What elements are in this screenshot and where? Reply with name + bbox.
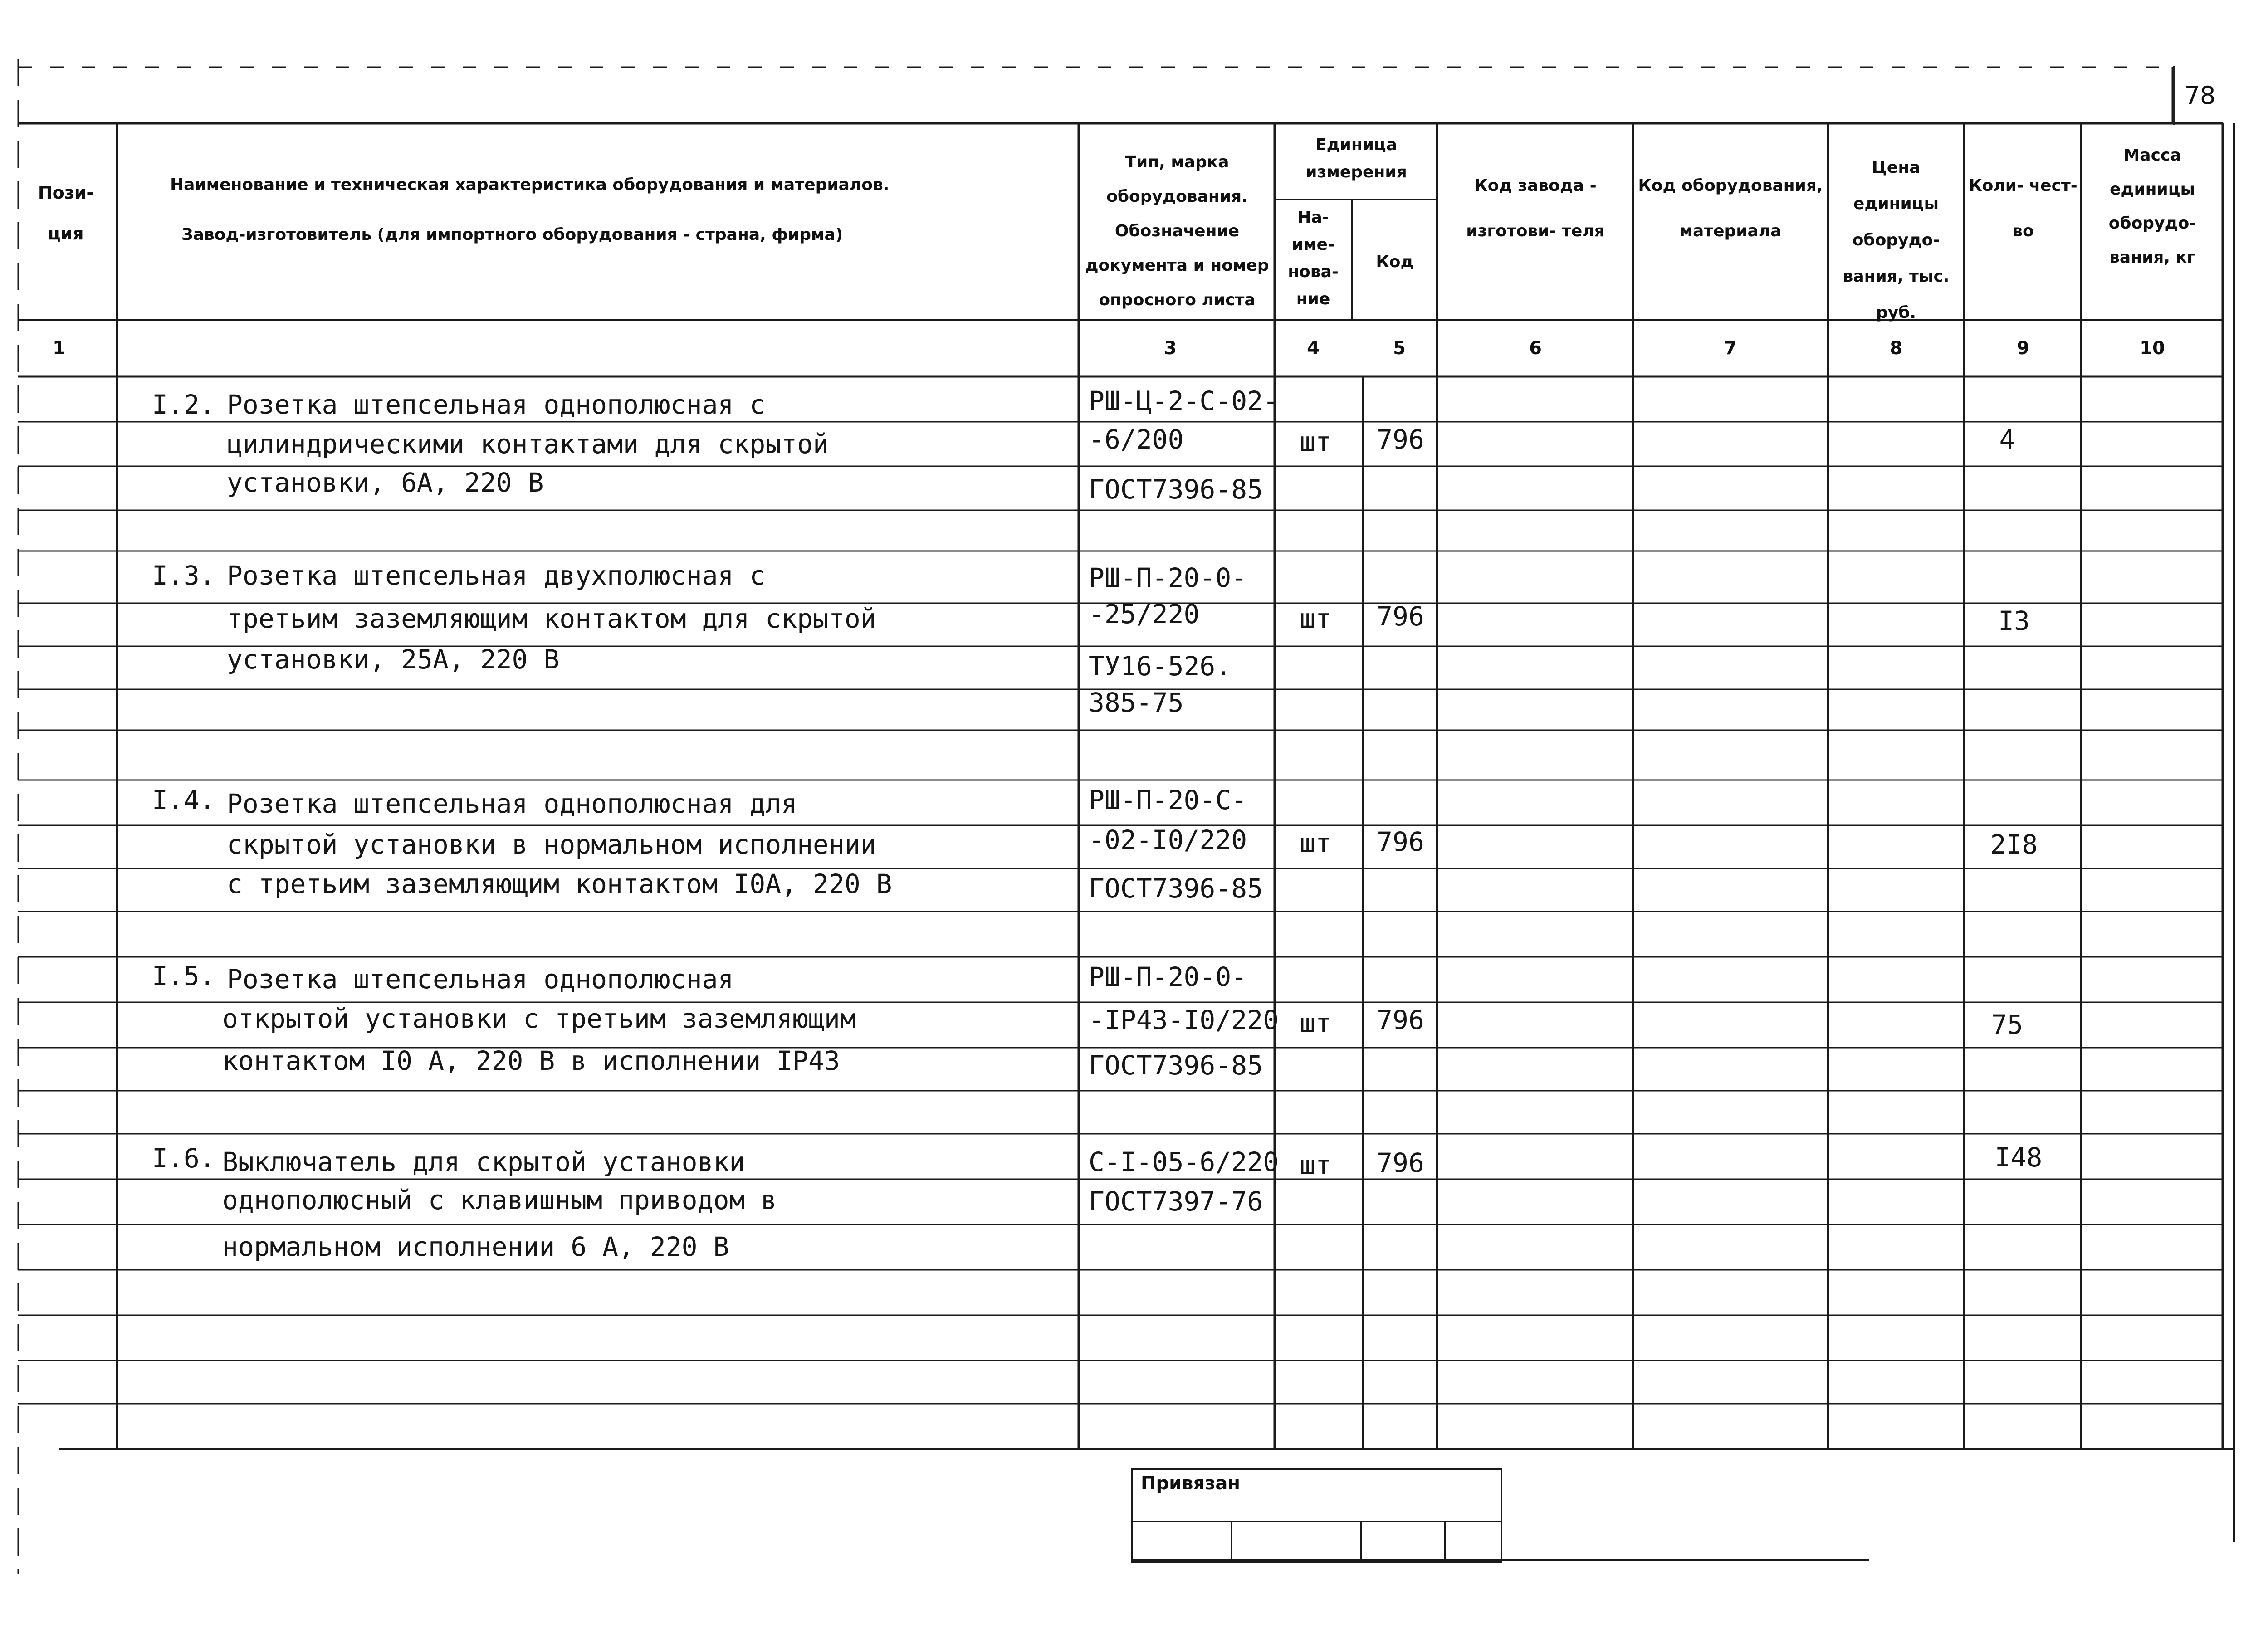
row-3-name-line1: Розетка штепсельная однополюсная для: [227, 788, 797, 819]
colnum-1: 1: [53, 338, 65, 359]
row-4-position: I.5.: [152, 961, 215, 991]
row-3-type-line1: РШ-П-20-С-: [1089, 785, 1247, 815]
row-2-name-line3: установки, 25А, 220 В: [227, 644, 560, 675]
header-type: Тип, марка оборудования. Обозначение документа и номер опросного листа: [1085, 153, 1269, 309]
header-unit-name: На- име- нова- ние: [1288, 208, 1339, 308]
row-3-name-line3: с третьим заземляющим контактом I0А, 220 В: [227, 868, 892, 899]
row-3-unit: шт: [1300, 828, 1331, 858]
row-1-name-line2: цилиндрическими контактами для скрытой: [227, 429, 829, 459]
row-4-unit: шт: [1300, 1008, 1331, 1039]
row-3-quantity: 2I8: [1990, 829, 2038, 860]
header-name-line2: Завод-изготовитель (для импортного оборудования - страна, фирма): [181, 225, 843, 244]
row-5-quantity: I48: [1994, 1142, 2043, 1173]
row-1-type-line3: ГОСТ7396-85: [1089, 474, 1263, 505]
row-1-name-line3: установки, 6А, 220 В: [227, 467, 544, 498]
header-price: Цена единицы оборудо- вания, тыс. руб.: [1843, 158, 1950, 322]
row-3-unit-code: 796: [1377, 826, 1424, 857]
colnum-3: 3: [1164, 338, 1177, 359]
row-5-name-line3: нормальном исполнении 6 А, 220 В: [222, 1231, 729, 1262]
row-2-name-line1: Розетка штепсельная двухполюсная с: [227, 560, 766, 591]
colnum-4: 4: [1307, 338, 1320, 359]
row-5-unit-code: 796: [1377, 1147, 1424, 1178]
row-2-type-line4: 385-75: [1089, 687, 1184, 718]
row-2-type-line2: -25/220: [1089, 599, 1200, 629]
row-2-type-line1: РШ-П-20-0-: [1089, 562, 1247, 593]
header-mass: Масса единицы оборудо- вания, кг: [2108, 146, 2196, 267]
row-1-position: I.2.: [152, 389, 215, 420]
row-5-unit: шт: [1300, 1150, 1331, 1180]
row-4-unit-code: 796: [1377, 1005, 1424, 1035]
row-4-name-line2: открытой установки с третьим заземляющим: [222, 1003, 856, 1034]
header-quantity: Коли- чест- во: [1969, 176, 2077, 240]
row-5-position: I.6.: [152, 1143, 215, 1174]
row-3-type-line3: ГОСТ7396-85: [1089, 873, 1263, 904]
colnum-7: 7: [1724, 338, 1737, 359]
row-2-unit-code: 796: [1377, 601, 1424, 632]
stamp-label: Привязан: [1141, 1473, 1241, 1494]
colnum-6: 6: [1529, 338, 1542, 359]
row-2-name-line2: третьим заземляющим контактом для скрытой: [227, 603, 876, 634]
row-4-name-line1: Розетка штепсельная однополюсная: [227, 964, 734, 995]
row-4-type-line2: -IP43-I0/220: [1089, 1005, 1279, 1035]
header-unit-group: Единица измерения: [1305, 136, 1407, 181]
colnum-9: 9: [2017, 338, 2029, 359]
row-2-quantity: I3: [1998, 605, 2030, 636]
row-1-quantity: 4: [1999, 424, 2015, 455]
header-name-line1: Наименование и техническая характеристика оборудования и материалов.: [170, 176, 890, 194]
header-position: Пози- ция: [38, 183, 94, 244]
row-2-position: I.3.: [152, 560, 215, 591]
row-5-type-line1: С-I-05-6/220: [1089, 1146, 1279, 1177]
row-1-name-line1: Розетка штепсельная однополюсная с: [227, 389, 766, 420]
row-4-quantity: 75: [1991, 1009, 2023, 1040]
row-4-name-line3: контактом I0 А, 220 В в исполнении IP43: [222, 1045, 840, 1076]
page-number: 78: [2173, 66, 2225, 125]
row-2-unit: шт: [1300, 603, 1331, 634]
row-4-type-line3: ГОСТ7396-85: [1089, 1050, 1263, 1081]
row-1-unit-code: 796: [1377, 424, 1424, 455]
row-3-position: I.4.: [152, 785, 215, 815]
colnum-10: 10: [2140, 338, 2165, 359]
row-3-name-line2: скрытой установки в нормальном исполнении: [227, 829, 876, 860]
row-5-type-line2: ГОСТ7397-76: [1089, 1186, 1263, 1217]
header-unit-code: Код: [1376, 253, 1414, 271]
row-4-type-line1: РШ-П-20-0-: [1089, 961, 1247, 992]
row-1-type-line2: -6/200: [1089, 424, 1184, 455]
colnum-8: 8: [1890, 338, 1902, 359]
row-5-name-line2: однополюсный с клавишным приводом в: [222, 1185, 777, 1215]
row-1-type-line1: РШ-Ц-2-С-02-: [1089, 385, 1279, 416]
header-factory-code: Код завода - изготови- теля: [1466, 176, 1605, 240]
colnum-5: 5: [1393, 338, 1406, 359]
row-5-name-line1: Выключатель для скрытой установки: [222, 1146, 745, 1177]
row-3-type-line2: -02-I0/220: [1089, 824, 1247, 855]
row-2-type-line3: ТУ16-526.: [1089, 651, 1232, 682]
header-equipment-code: Код оборудования, материала: [1638, 176, 1823, 240]
row-1-unit: шт: [1300, 426, 1331, 457]
